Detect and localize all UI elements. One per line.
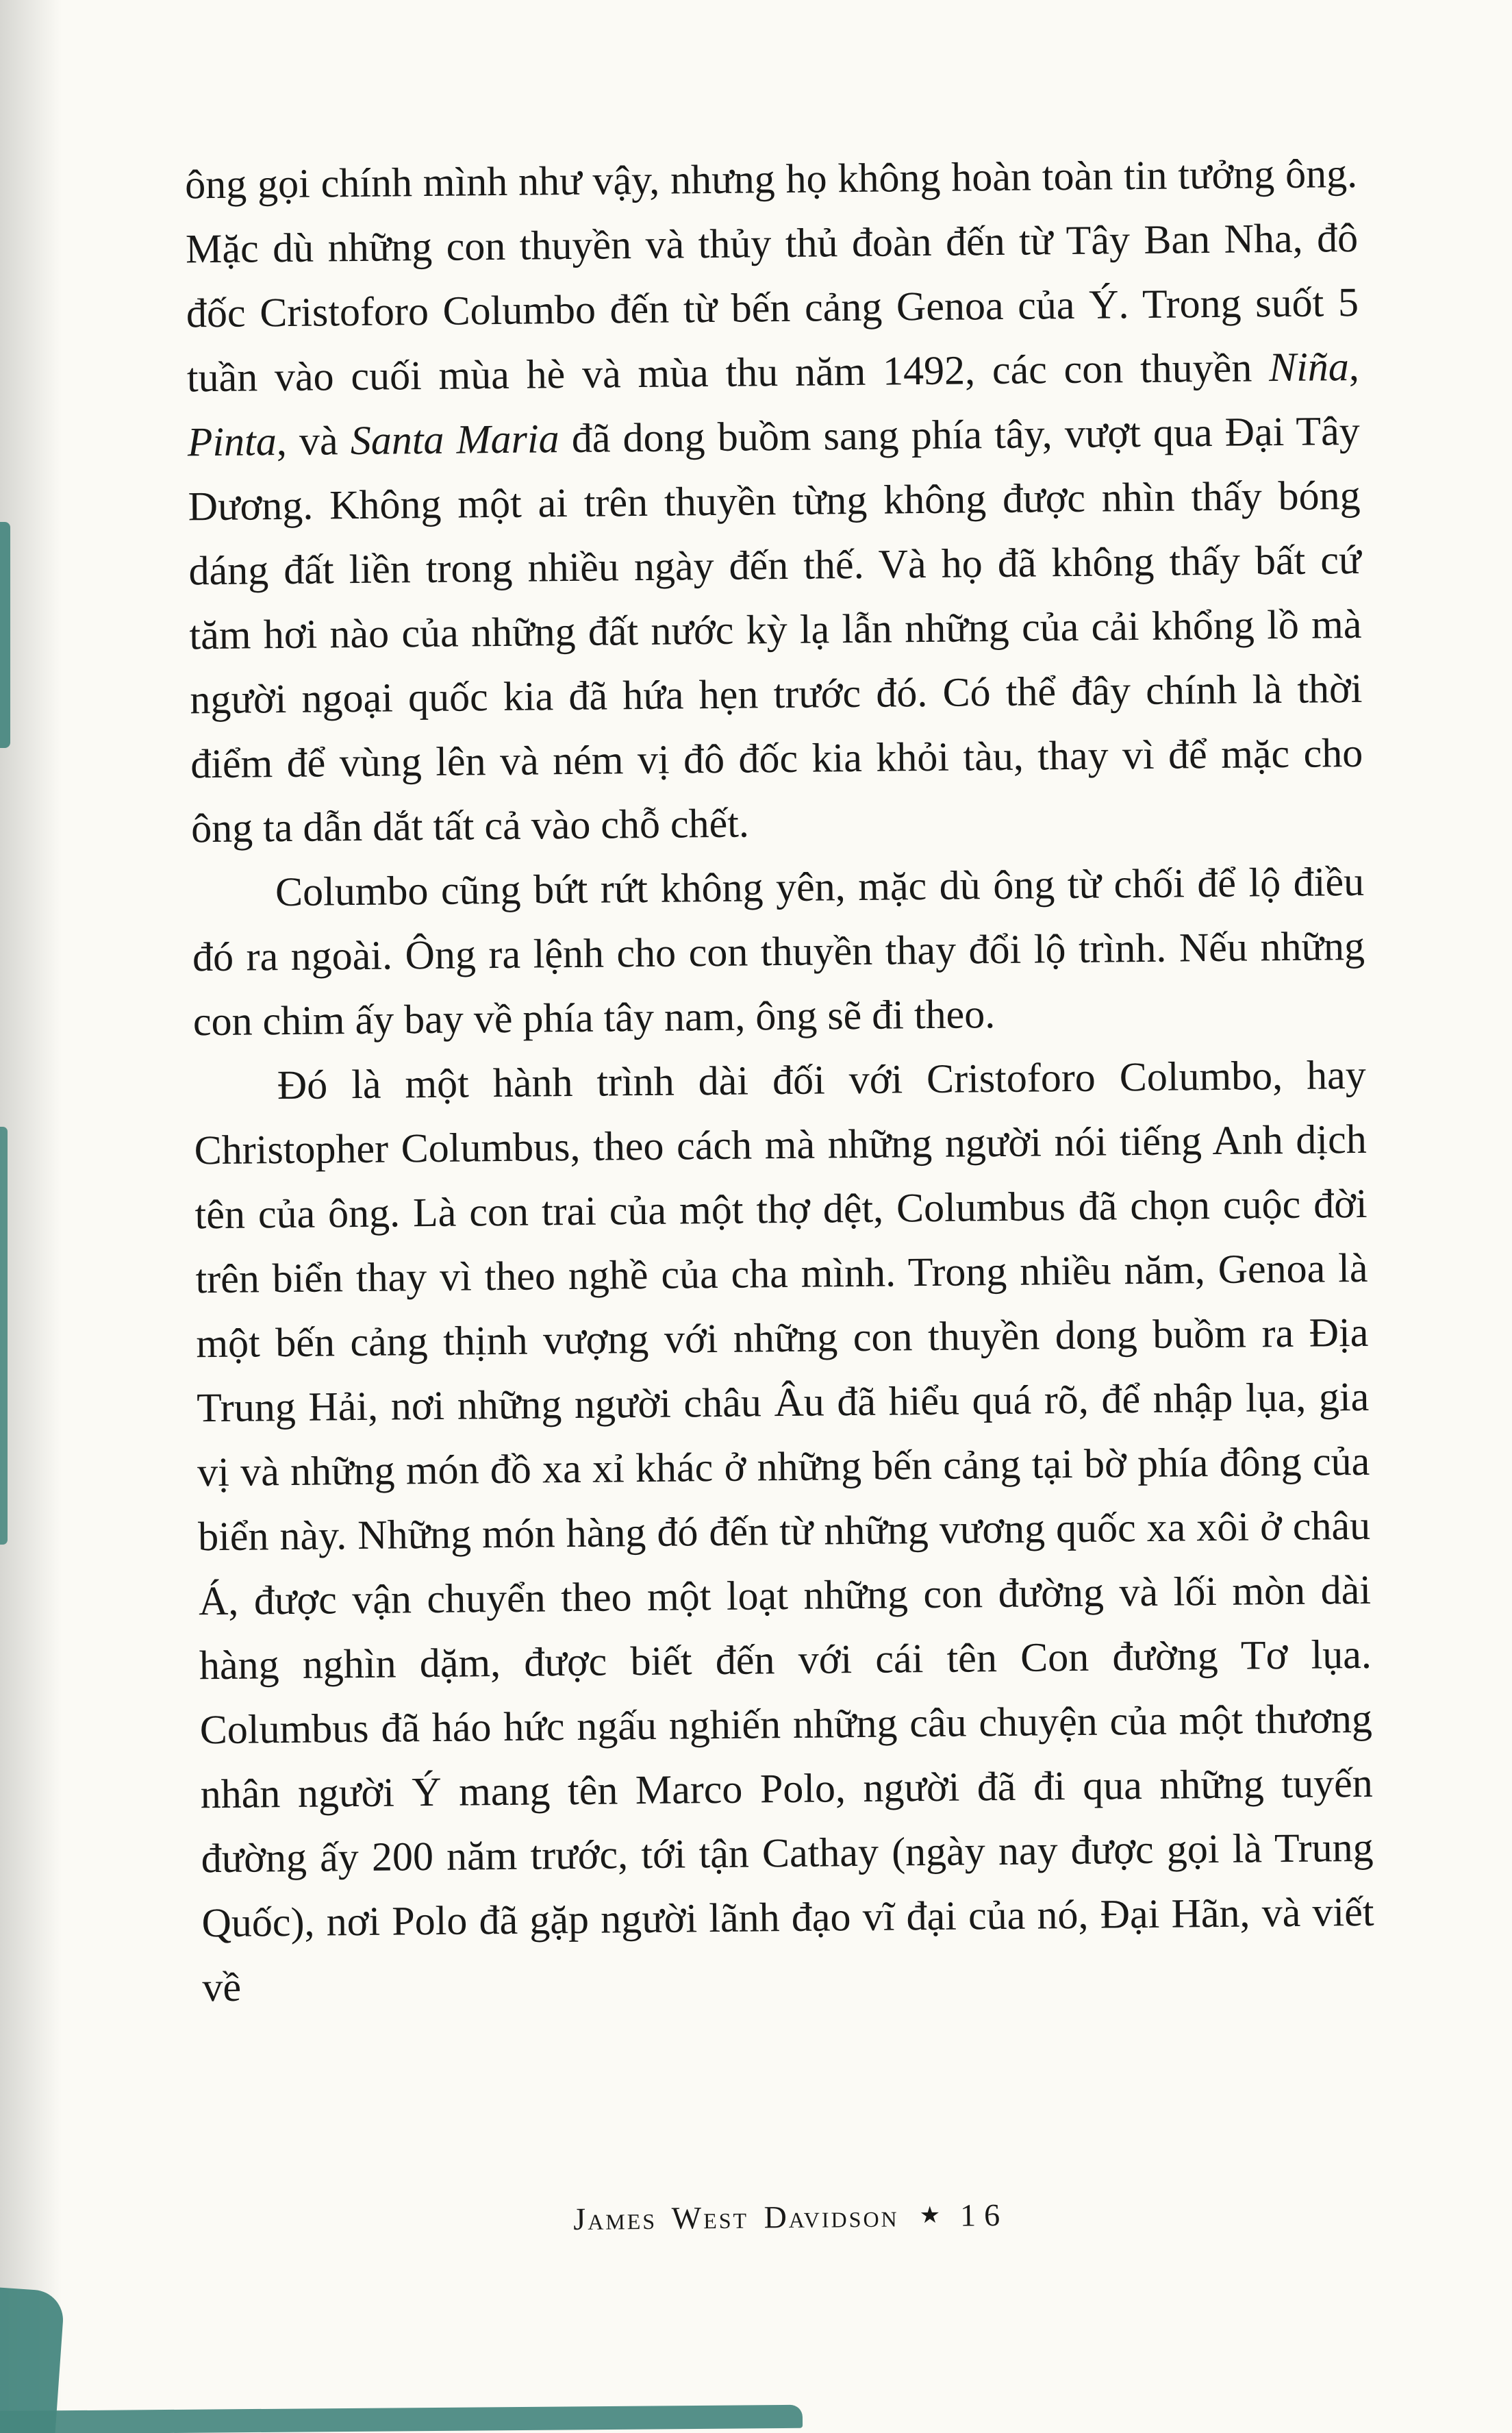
running-footer (204, 2193, 1376, 2241)
body-paragraph (192, 849, 1366, 1053)
text-block (185, 141, 1375, 2019)
body-paragraph (193, 1043, 1374, 2019)
text-segment: Đó là một hành trình dài đối với Cristoforo Columbo, hay Christopher Columbus, theo cách mà những người nói tiếng Anh dịch tên của ông. Là con trai của một thợ dệt, Columbus đã chọn cuộc đời trên biển thay vì theo nghề của cha mình. Trong nhiều năm, Genoa là một bến cảng thịnh vượng với những con thuyền dong buồm ra Địa Trung Hải, nơi những người châu Âu đã hiểu quá rõ, để nhập lụa, gia vị và những món đồ xa xỉ khác ở những bến cảng tại bờ phía đông của biển này. Những món hàng đó đến từ những vương quốc xa xôi ở châu Á, được vận chuyển theo một loạt những con đường và lối mòn dài hàng nghìn dặm, được biết đến với cái tên Con đường Tơ lụa. Columbus đã háo hức ngấu nghiến những câu chuyện của một thương nhân người Ý mang tên Marco Polo, người đã đi qua những tuyến đường ấy 200 năm trước, tới tận Cathay (ngày nay được gọi là Trung Quốc), nơi Polo đã gặp người lãnh đạo vĩ đại của nó, Đại Hãn, và viết về (194, 1051, 1374, 2010)
text-segment: , (1348, 343, 1360, 390)
text-segment: đã dong buồm sang phía tây, vượt qua Đại Tây Dương. Không một ai trên thuyền từng không được nhìn thấy bóng dáng đất liền trong nhiều ngày đến thế. Và họ đã không thấy bất cứ tăm hơi nào của những đất nước kỳ lạ lẫn những của cải khổng lồ mà người ngoại quốc kia đã hứa hẹn trước đó. Có thể đây chính là thời điểm để vùng lên và ném vị đô đốc kia khỏi tàu, thay vì để mặc cho ông ta dẫn dắt tất cả vào chỗ chết. (188, 408, 1363, 851)
body-paragraph (185, 141, 1364, 860)
italic-text-segment: Pinta (187, 419, 277, 465)
footer-author-name: James West Davidson (573, 2198, 899, 2237)
star-icon: ★ (919, 2201, 943, 2230)
italic-text-segment: Santa Maria (350, 416, 559, 464)
text-segment: Columbo cũng bứt rứt không yên, mặc dù ông từ chối để lộ điều đó ra ngoài. Ông ra lệnh cho con thuyền thay đổi lộ trình. Nếu những con chim ấy bay về phía tây nam, ông sẽ đi theo. (192, 858, 1365, 1045)
italic-text-segment: Niña (1268, 344, 1350, 390)
footer-page-number: 16 (959, 2197, 1009, 2233)
text-segment: , và (276, 418, 351, 464)
text-segment: ông gọi chính mình như vậy, nhưng họ không hoàn toàn tin tưởng ông. Mặc dù những con thuyền và thủy thủ đoàn đến từ Tây Ban Nha, đô đốc Cristoforo Columbo đến từ bến cảng Genoa của Ý. Trong suốt 5 tuần vào cuối mùa hè và mùa thu năm 1492, các con thuyền (184, 150, 1359, 401)
